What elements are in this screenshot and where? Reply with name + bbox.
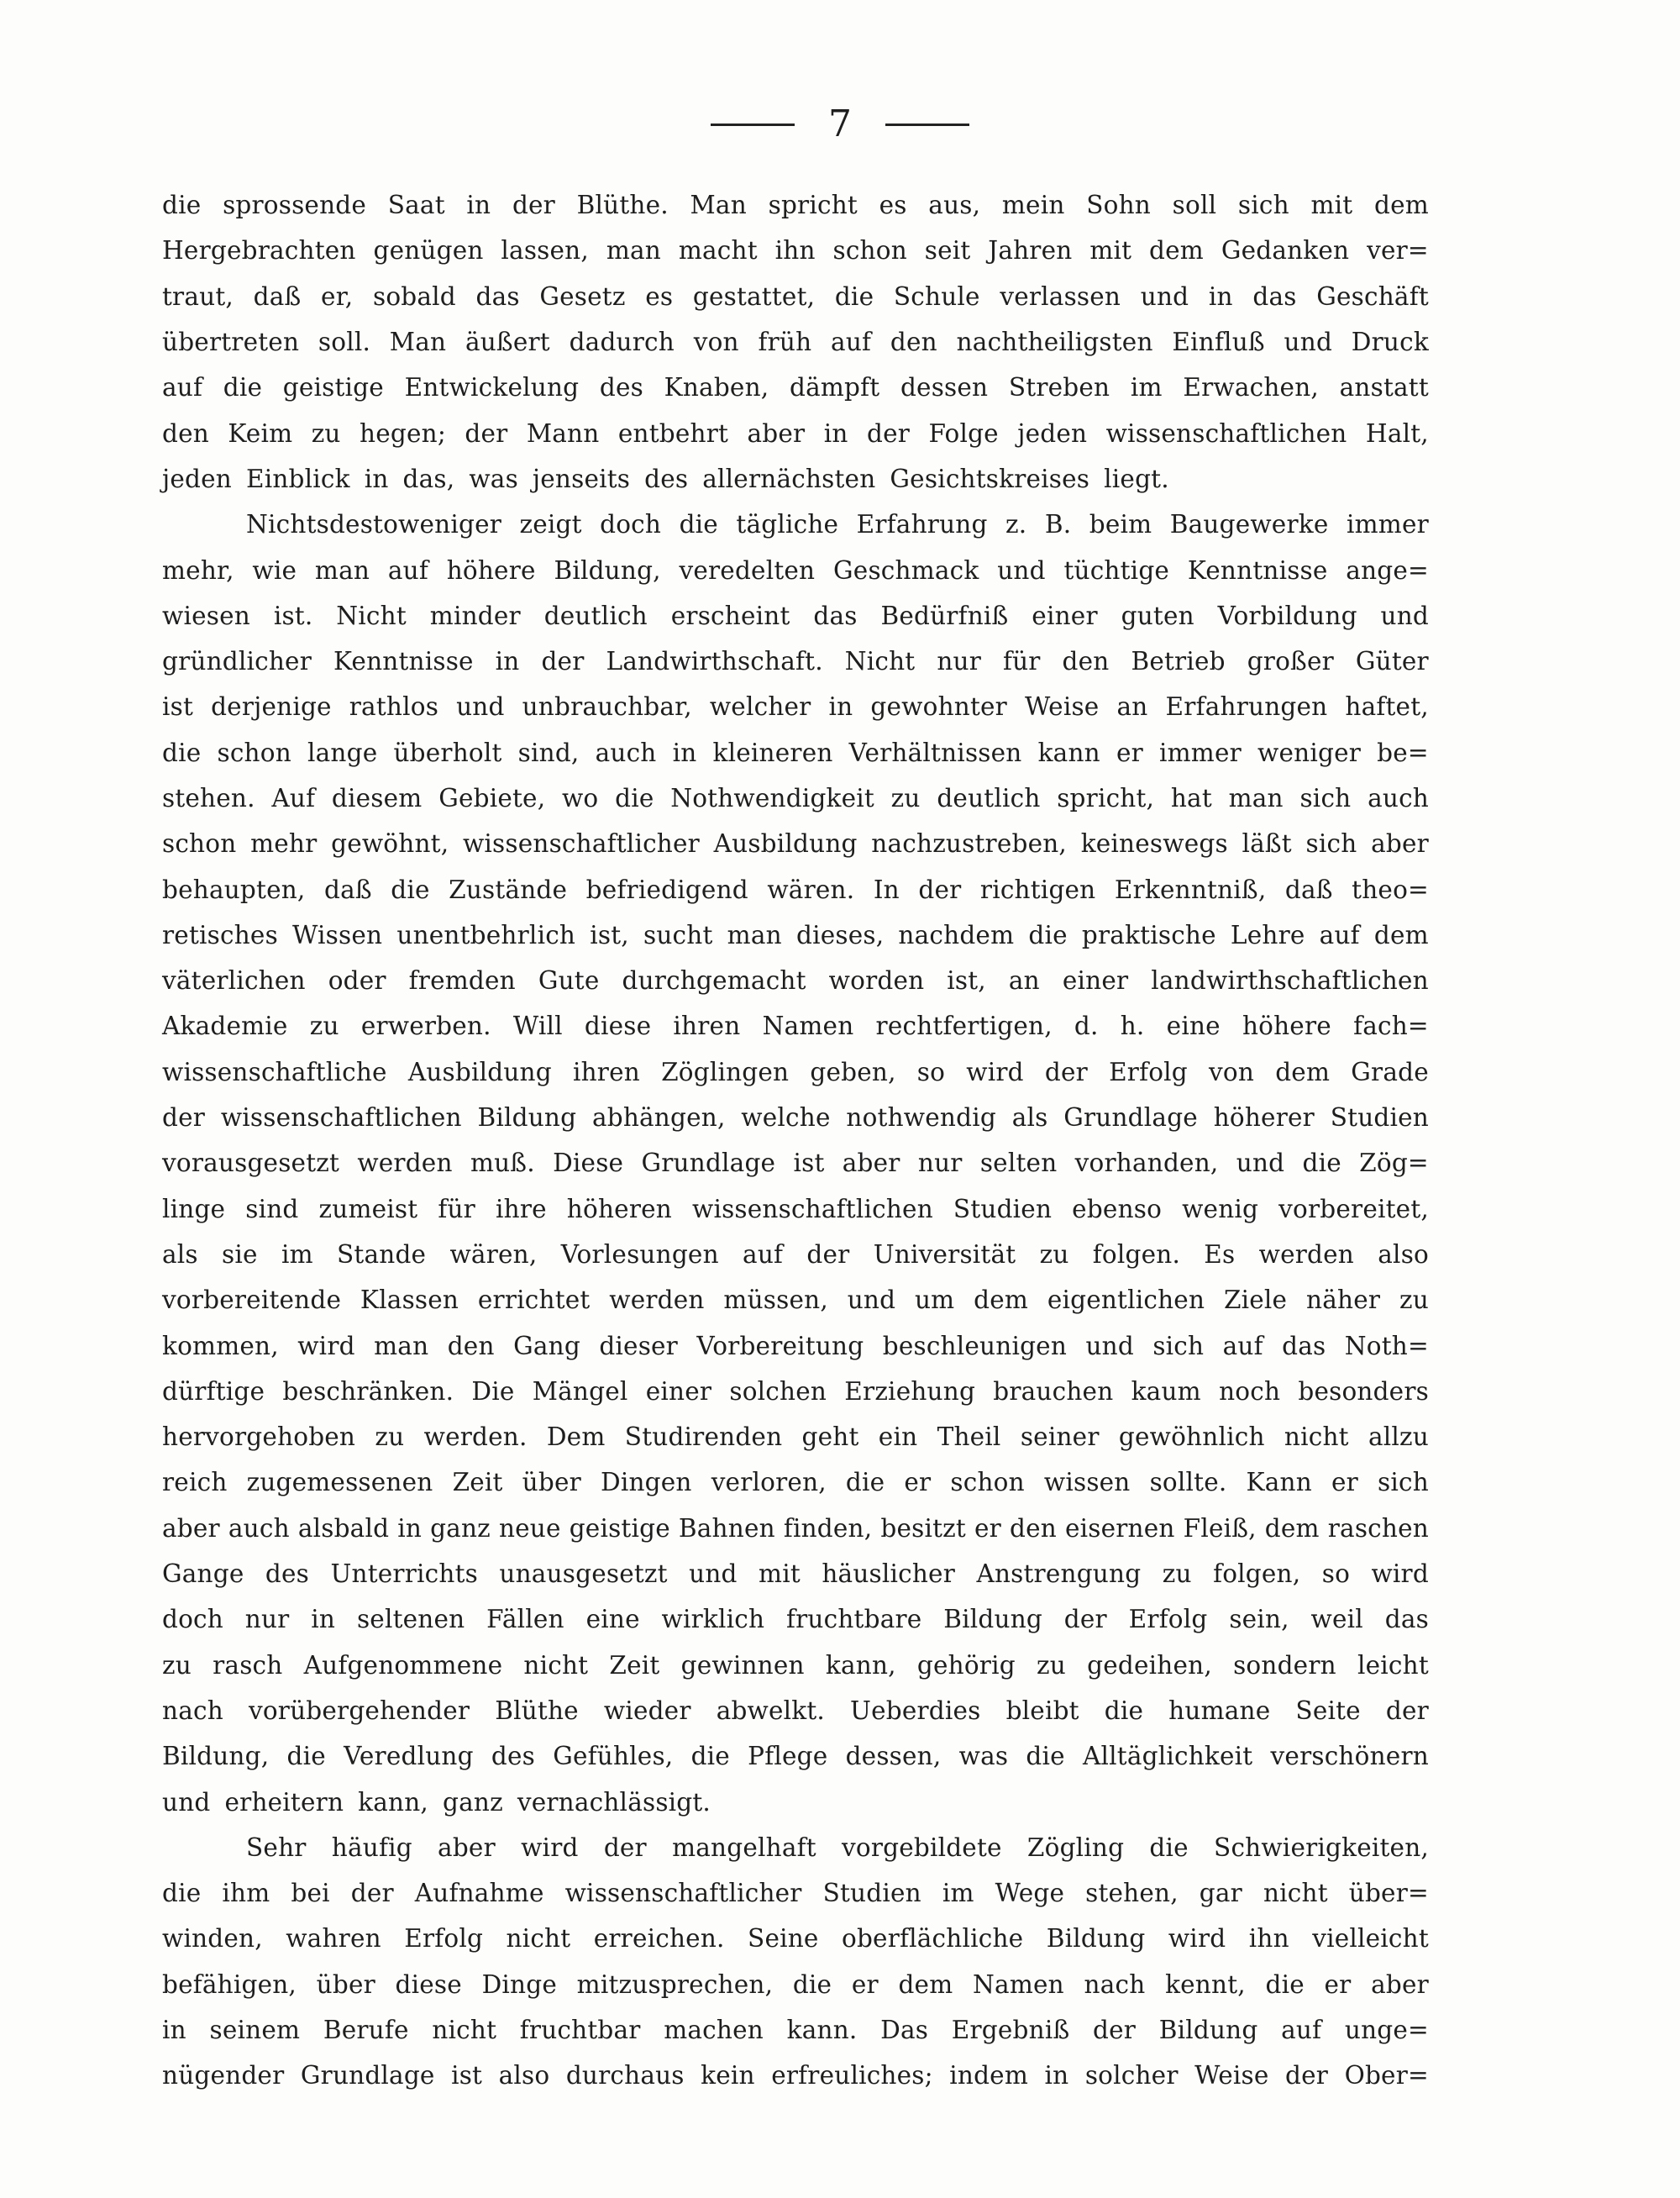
text-line: vorausgesetzt werden muß. Diese Grundlage ist aber nur selten vorhanden, und die Zög=	[162, 1149, 1429, 1178]
text-line: stehen. Auf diesem Gebiete, wo die Nothwendigkeit zu deutlich spricht, hat man sich auch	[162, 784, 1429, 812]
paragraph	[162, 502, 1429, 1825]
text-line: Nichtsdestoweniger zeigt doch die tägliche Erfahrung z. B. beim Baugewerke immer	[246, 510, 1429, 539]
text-line: wiesen ist. Nicht minder deutlich erscheint das Bedürfniß einer guten Vorbildung und	[162, 601, 1429, 630]
text-line: vorbereitende Klassen errichtet werden müssen, und um dem eigentlichen Ziele näher zu	[162, 1286, 1429, 1315]
text-line: dürftige beschränken. Die Mängel einer solchen Erziehung brauchen kaum noch besonders	[162, 1376, 1429, 1406]
text-line: winden, wahren Erfolg nicht erreichen. Seine oberflächliche Bildung wird ihn vielleicht	[162, 1924, 1429, 1953]
text-line: traut, daß er, sobald das Gesetz es gestattet, die Schule verlassen und in das Geschäft	[162, 281, 1429, 311]
text-line: nach vorübergehender Blüthe wieder abwelkt. Ueberdies bleibt die humane Seite der	[162, 1696, 1429, 1725]
text-line: mehr, wie man auf höhere Bildung, veredelten Geschmack und tüchtige Kenntnisse ange=	[162, 555, 1429, 585]
text-line: den Keim zu hegen; der Mann entbehrt aber in der Folge jeden wissenschaftlichen Halt,	[162, 418, 1429, 448]
text-line: als sie im Stande wären, Vorlesungen auf der Universität zu folgen. Es werden also	[162, 1239, 1429, 1269]
text-line: kommen, wird man den Gang dieser Vorbereitung beschleunigen und sich auf das Noth=	[162, 1331, 1429, 1360]
text-line: väterlichen oder fremden Gute durchgemacht worden ist, an einer landwirthschaftlichen	[162, 966, 1429, 996]
header-rule-right	[885, 124, 969, 126]
text-line: die schon lange überholt sind, auch in kleineren Verhältnissen kann er immer weniger be=	[162, 738, 1429, 767]
text-line: die ihm bei der Aufnahme wissenschaftlicher Studien im Wege stehen, gar nicht über=	[162, 1879, 1429, 1908]
text-line: hervorgehoben zu werden. Dem Studirenden geht ein Theil seiner gewöhnlich nicht allzu	[162, 1422, 1429, 1452]
text-line: die sprossende Saat in der Blüthe. Man spricht es aus, mein Sohn soll sich mit dem	[162, 191, 1429, 220]
paragraph	[162, 1825, 1429, 2099]
page-header	[0, 99, 1680, 150]
text-line: der wissenschaftlichen Bildung abhängen, welche nothwendig als Grundlage höherer Studien	[162, 1103, 1429, 1133]
text-line: gründlicher Kenntnisse in der Landwirthschaft. Nicht nur für den Betrieb großer Güter	[162, 647, 1429, 676]
text-line: ist derjenige rathlos und unbrauchbar, welcher in gewohnter Weise an Erfahrungen haftet,	[162, 692, 1429, 722]
text-line: wissenschaftliche Ausbildung ihren Zöglingen geben, so wird der Erfolg von dem Grade	[162, 1057, 1429, 1086]
text-line: und erheitern kann, ganz vernachlässigt.	[162, 1787, 711, 1817]
text-line: schon mehr gewöhnt, wissenschaftlicher Ausbildung nachzustreben, keineswegs läßt sich aber	[162, 829, 1429, 859]
text-line: in seinem Berufe nicht fruchtbar machen kann. Das Ergebniß der Bildung auf unge=	[162, 2016, 1429, 2045]
text-line: reich zugemessenen Zeit über Dingen verloren, die er schon wissen sollte. Kann er sich	[162, 1468, 1429, 1497]
text-line: retisches Wissen unentbehrlich ist, sucht man dieses, nachdem die praktische Lehre auf dem	[162, 920, 1429, 949]
page-number: 7	[828, 103, 852, 145]
text-line: Gange des Unterrichts unausgesetzt und mit häuslicher Anstrengung zu folgen, so wird	[162, 1559, 1429, 1589]
text-line: Bildung, die Veredlung des Gefühles, die Pflege dessen, was die Alltäglichkeit verschönern	[162, 1742, 1429, 1771]
text-line: behaupten, daß die Zustände befriedigend wären. In der richtigen Erkenntniß, daß theo=	[162, 875, 1429, 904]
text-line: Sehr häufig aber wird der mangelhaft vorgebildete Zögling die Schwierigkeiten,	[246, 1833, 1429, 1862]
text-line: zu rasch Aufgenommene nicht Zeit gewinnen kann, gehörig zu gedeihen, sondern leicht	[162, 1650, 1429, 1680]
text-line: Hergebrachten genügen lassen, man macht ihn schon seit Jahren mit dem Gedanken ver=	[162, 236, 1429, 266]
text-line: jeden Einblick in das, was jenseits des allernächsten Gesichtskreises liegt.	[162, 464, 1169, 493]
page-body	[162, 182, 1429, 2098]
text-line: nügender Grundlage ist also durchaus kein erfreuliches; indem in solcher Weise der Ober=	[162, 2061, 1429, 2090]
text-line: doch nur in seltenen Fällen eine wirklich fruchtbare Bildung der Erfolg sein, weil das	[162, 1605, 1429, 1634]
text-line: befähigen, über diese Dinge mitzusprechen, die er dem Namen nach kennt, die er aber	[162, 1969, 1429, 1999]
paragraph	[162, 182, 1429, 502]
text-line: aber auch alsbald in ganz neue geistige Bahnen finden, besitzt er den eisernen Fleiß, dem raschen	[162, 1513, 1429, 1543]
text-line: linge sind zumeist für ihre höheren wissenschaftlichen Studien ebenso wenig vorbereitet,	[162, 1194, 1429, 1223]
text-line: auf die geistige Entwickelung des Knaben, dämpft dessen Streben im Erwachen, anstatt	[162, 373, 1429, 402]
text-line: übertreten soll. Man äußert dadurch von früh auf den nachtheiligsten Einfluß und Druck	[162, 328, 1429, 357]
header-rule-left	[711, 124, 795, 126]
text-line: Akademie zu erwerben. Will diese ihren Namen rechtfertigen, d. h. eine höhere fach=	[162, 1012, 1429, 1041]
